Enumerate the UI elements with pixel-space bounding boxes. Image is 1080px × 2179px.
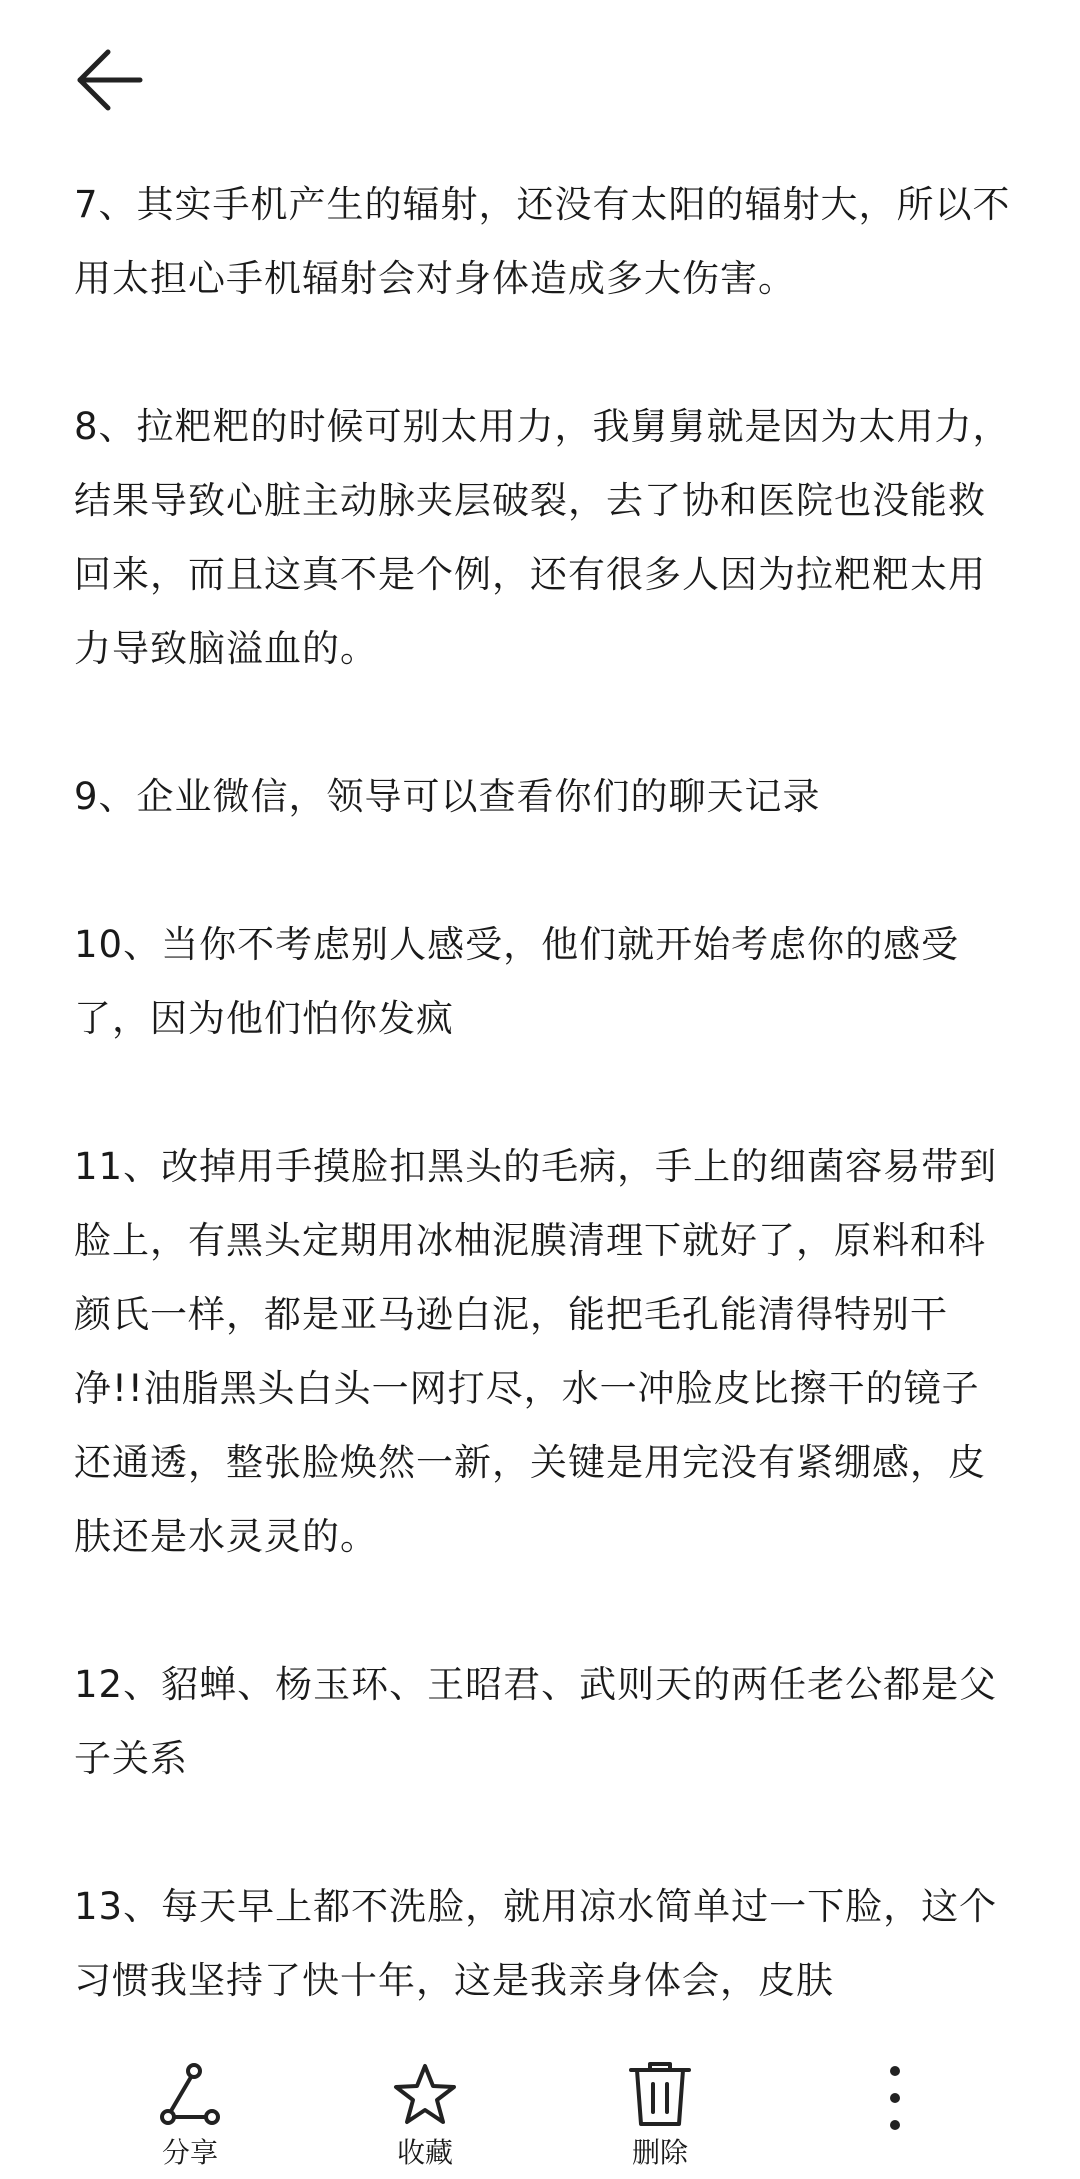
star-icon bbox=[390, 2060, 460, 2130]
back-button[interactable] bbox=[70, 40, 150, 120]
paragraph-12: 12、貂蝉、杨玉环、王昭君、武则天的两任老公都是父子关系 bbox=[74, 1663, 998, 1780]
more-vertical-icon bbox=[885, 2063, 905, 2133]
bottom-action-bar bbox=[0, 2040, 1080, 2179]
paragraph-11: 11、改掉用手摸脸扣黑头的毛病，手上的细菌容易带到脸上，有黑头定期用冰柚泥膜清理下就好了，原料和科颜氏一样，都是亚马逊白泥，能把毛孔能清得特别干净!!油脂黑头白头一网打尽，水一冲脸皮比擦干的镜子还通透，整张脸焕然一新，关键是用完没有紧绷感，皮肤还是水灵灵的。 bbox=[74, 1145, 998, 1558]
arrow-left-icon bbox=[70, 40, 150, 120]
favorite-button[interactable] bbox=[355, 2060, 495, 2175]
share-icon bbox=[155, 2060, 225, 2130]
paragraph-9: 9、企业微信，领导可以查看你们的聊天记录 bbox=[74, 775, 821, 818]
more-button[interactable] bbox=[860, 2058, 930, 2138]
share-button[interactable] bbox=[120, 2060, 260, 2175]
delete-label: 删除 bbox=[631, 2136, 688, 2169]
paragraph-8: 8、拉粑粑的时候可别太用力，我舅舅就是因为太用力，结果导致心脏主动脉夹层破裂，去了协和医院也没能救回来，而且这真不是个例，还有很多人因为拉粑粑太用力导致脑溢血的。 bbox=[74, 405, 1011, 670]
delete-button[interactable] bbox=[590, 2060, 730, 2175]
note-content bbox=[74, 168, 1014, 2018]
paragraph-10: 10、当你不考虑别人感受，他们就开始考虑你的感受了，因为他们怕你发疯 bbox=[74, 923, 960, 1040]
top-bar bbox=[0, 0, 1080, 150]
paragraph-13: 13、每天早上都不洗脸，就用凉水简单过一下脸，这个习惯我坚持了快十年，这是我亲身体会，皮肤 bbox=[74, 1885, 998, 2002]
paragraph-7: 7、其实手机产生的辐射，还没有太阳的辐射大，所以不用太担心手机辐射会对身体造成多大伤害。 bbox=[74, 183, 1011, 300]
trash-icon bbox=[625, 2060, 695, 2130]
favorite-label: 收藏 bbox=[396, 2136, 453, 2169]
share-label: 分享 bbox=[161, 2136, 218, 2169]
